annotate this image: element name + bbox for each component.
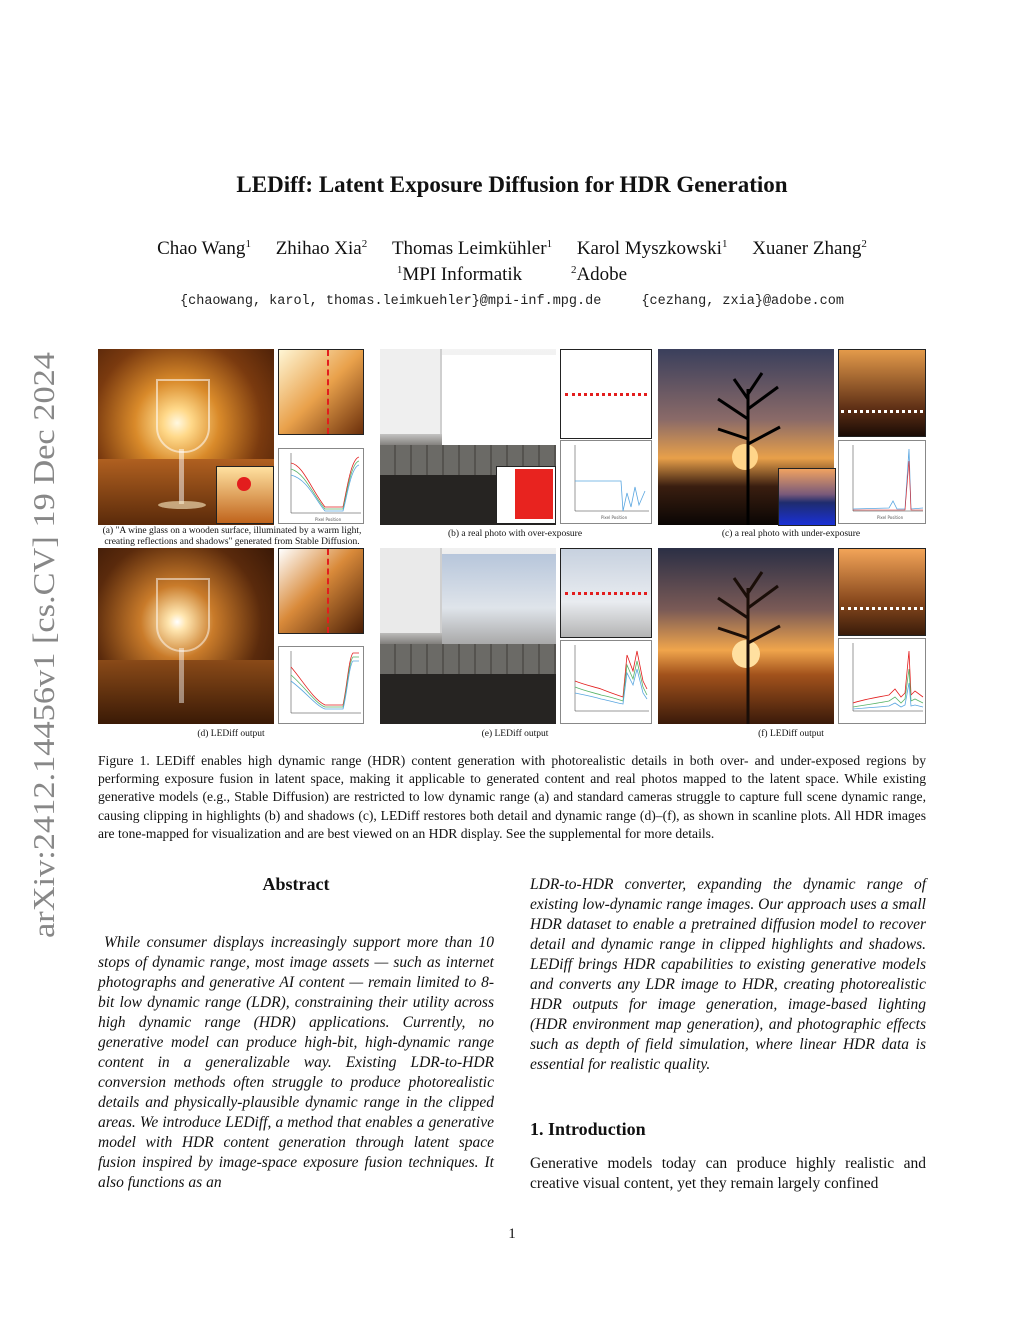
svg-text:Pixel Position: Pixel Position (315, 517, 342, 522)
scanline-plot-e (560, 640, 652, 724)
page-number: 1 (508, 1226, 516, 1242)
wine-glass-zoom-crop (278, 349, 364, 435)
affiliation: $^2$Adobe (570, 264, 628, 285)
figure-caption: Figure 1. LEDiff enables high dynamic range (HDR) content generation with photorealistic details in both over- and under-exposed regions by performing exposure fusion in latent space, making it applicable to generated content and real photos mapped to the latent space. While existing generative models (e.g., Stable Diffusion) are restricted to low dynamic range (a) and standard cameras struggle to capture full scene dynamic range, causing clipping in highlights (b) and shadows (c), LEDiff restores both detail and dynamic range (d)–(f), as shown in scanline plots. All HDR images are tone-mapped for visualization and are best viewed on an HDR display. See the supplemental for more details. (98, 753, 926, 841)
affiliation: $^1$MPI Informatik (396, 264, 523, 285)
kitchen-zoom-crop (560, 349, 652, 439)
abstract-heading: Abstract (262, 874, 330, 894)
abstract-text-left: While consumer displays increasingly support more than 10 stops of dynamic range, most image assets — such as internet photographs and generative AI content — remain limited to 8-bit low dynamic range (LDR), constraining their utility across high dynamic range (HDR) applications. Currently, no generative model can produce high-bit, high-dynamic range content in a generalizable way. Existing LDR-to-HDR conversion methods often struggle to produce photorealistic details and physically-plausible dynamic range in the clipped areas. We introduce LEDiff, a method that enables a generative model with HDR content generation through latent space fusion inspired by image-space exposure fusion techniques. It also functions as an (98, 934, 494, 1191)
caption-a: (a) "A wine glass on a wooden surface, illuminated by a warm light, creating reflections and shadows" generated from Stable Diffusion. (102, 526, 362, 547)
introduction-text: Generative models today can produce highly realistic and creative visual content, yet they remain largely confined (530, 1155, 926, 1192)
email-group: {cezhang, zxia}@adobe.com (641, 294, 844, 309)
arxiv-stamp-text: arXiv:2412.14456v1 [cs.CV] 19 Dec 2024 (26, 409, 61, 938)
email-list (0, 294, 1024, 309)
arxiv-stamp (26, 350, 61, 940)
kitchen-hdr-image (380, 548, 556, 724)
introduction-heading: 1. Introduction (530, 1119, 646, 1139)
sunset-hdr-zoom-crop (838, 548, 926, 636)
sunset-zoom-crop (838, 349, 926, 437)
wine-glass-inset-crop (216, 466, 274, 524)
sunset-inset-crop (778, 468, 836, 526)
wine-glass-hdr-zoom-crop (278, 548, 364, 634)
scanline-plot-c (838, 440, 926, 524)
author: Zhihao Xia$^2$ (275, 238, 368, 259)
scanline-plot-f (838, 638, 926, 724)
kitchen-inset-crop (496, 466, 556, 524)
scanline-plot-d (278, 646, 364, 724)
svg-text:Pixel Position: Pixel Position (601, 515, 628, 520)
author: Xuaner Zhang$^2$ (752, 238, 867, 259)
svg-text:Pixel Position: Pixel Position (877, 515, 904, 520)
affiliation-list (0, 264, 1024, 286)
caption-c: (c) a real photo with under-exposure (721, 529, 861, 539)
author-list (0, 238, 1024, 260)
kitchen-hdr-zoom-crop (560, 548, 652, 638)
caption-e: (e) LEDiff output (481, 729, 549, 739)
paper-title: LEDiff: Latent Exposure Diffusion for HDR Generation (236, 172, 788, 197)
caption-f: (f) LEDiff output (758, 729, 824, 739)
scanline-plot-a (278, 448, 364, 524)
abstract-text-right: LDR-to-HDR converter, expanding the dynamic range of existing low-dynamic range images. Our approach uses a small HDR dataset to enable a pretrained diffusion model to recover detail and dynamic range in clipped highlights and shadows. LEDiff brings HDR capabilities to existing generative models and converts any LDR image to HDR, creating photorealistic HDR outputs for image generation, image-based lighting (HDR environment map generation), and photographic effects such as depth of field simulation, where linear HDR data is essential for realistic quality. (530, 876, 926, 1073)
caption-b: (b) a real photo with over-exposure (447, 529, 583, 539)
wine-glass-hdr-image (98, 548, 274, 724)
sunset-hdr-image (658, 548, 834, 724)
email-group: {chaowang, karol, thomas.leimkuehler}@mpi-inf.mpg.de (180, 294, 602, 309)
author: Chao Wang$^1$ (157, 238, 251, 259)
caption-d: (d) LEDiff output (197, 729, 265, 739)
scanline-plot-b (560, 440, 652, 524)
author: Karol Myszkowski$^1$ (576, 238, 728, 259)
author: Thomas Leimkühler$^1$ (391, 238, 553, 259)
